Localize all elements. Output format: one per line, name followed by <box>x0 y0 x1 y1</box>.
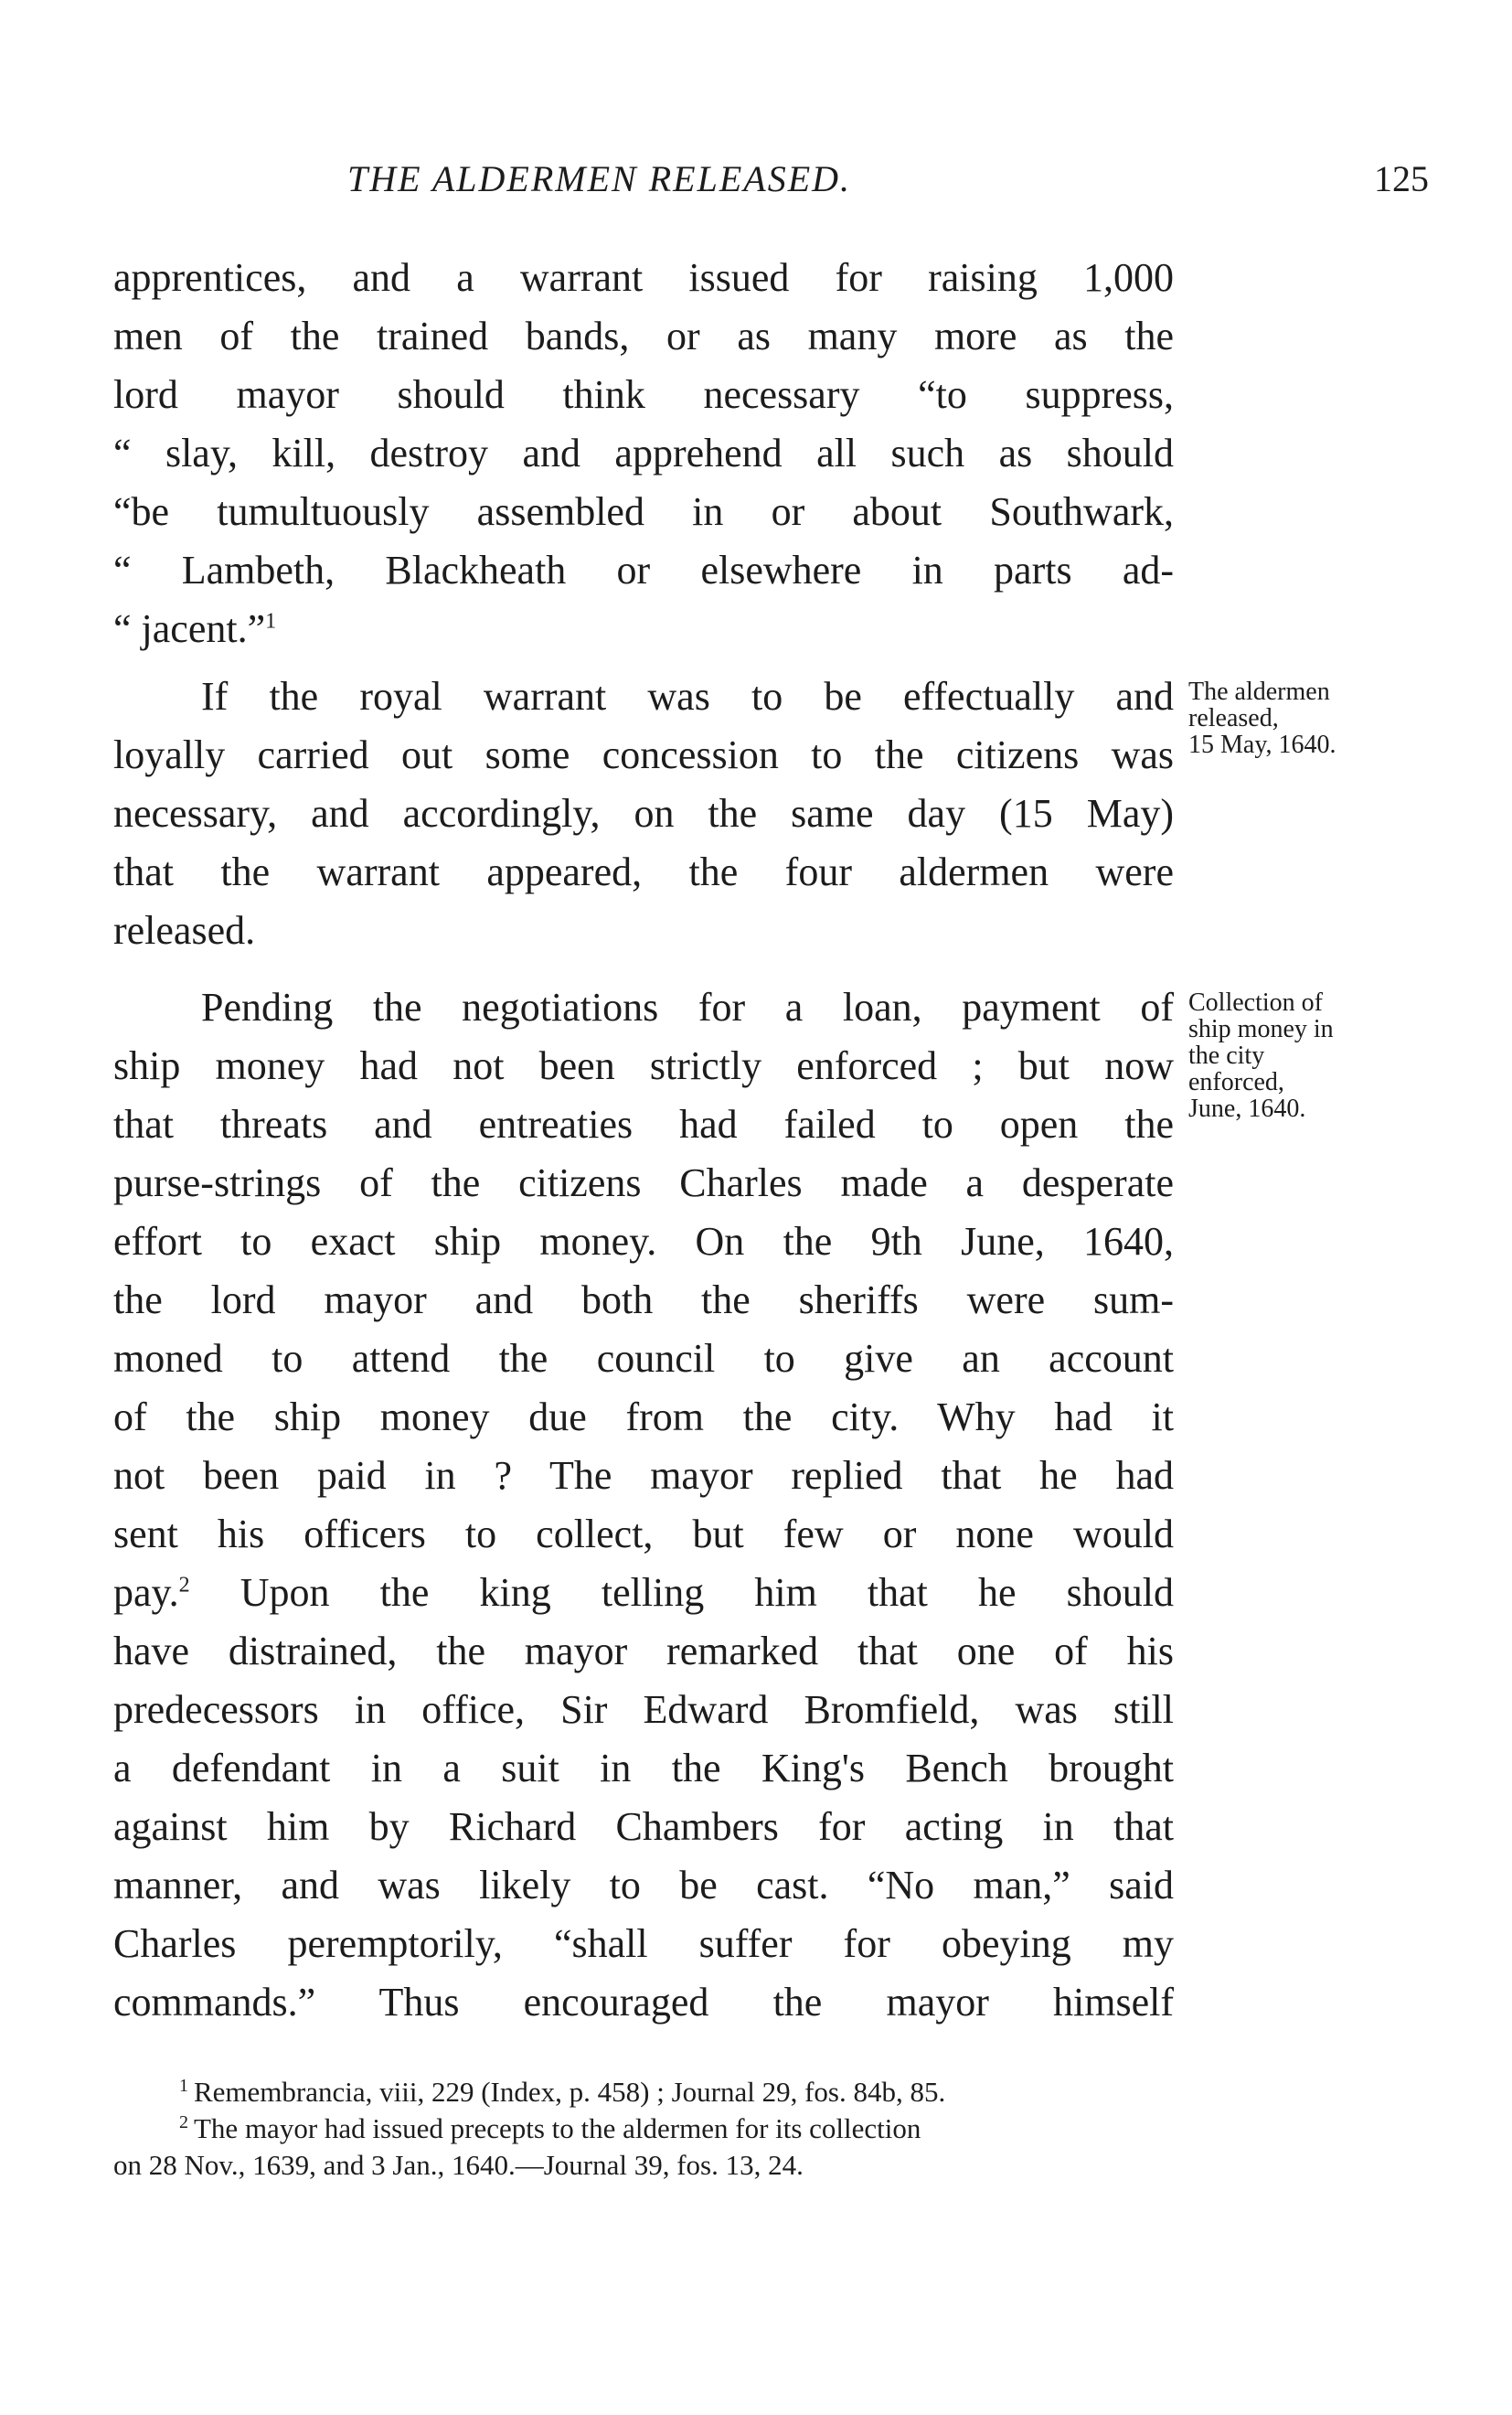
text-line: necessary, and accordingly, on the same day (15 May) <box>113 791 1174 836</box>
footnote-mark: 2 <box>179 2111 188 2132</box>
footnote-2-continuation: on 28 Nov., 1639, and 3 Jan., 1640.—Journal 39, fos. 13, 24. <box>113 2149 804 2181</box>
text-line: commands.” Thus encouraged the mayor himself <box>113 1980 1174 2025</box>
text-fragment: Upon the king telling him that he should <box>189 1570 1174 1615</box>
marginal-note-line: 15 May, 1640. <box>1188 731 1336 759</box>
text-line: manner, and was likely to be cast. “No man,” said <box>113 1863 1174 1907</box>
marginal-note-line: June, 1640. <box>1188 1095 1306 1123</box>
text-fragment: “ jacent.” <box>113 606 266 651</box>
text-line: Charles peremptorily, “shall suffer for obeying my <box>113 1921 1174 1966</box>
text-line: effort to exact ship money. On the 9th June, 1640, <box>113 1219 1174 1264</box>
marginal-note-line: ship money in <box>1188 1015 1334 1043</box>
text-line: moned to attend the council to give an account <box>113 1336 1174 1381</box>
paragraph-2 <box>113 668 1174 960</box>
footnote-text: Remembrancia, viii, 229 (Index, p. 458) ; Journal 29, fos. 84b, 85. <box>194 2076 946 2108</box>
page-number: 125 <box>1374 158 1429 199</box>
footnote-1 <box>113 2074 1174 2110</box>
paragraph-3 <box>113 978 1174 2032</box>
text-line-last: released. <box>113 908 256 953</box>
text-line: Pending the negotiations for a loan, payment of <box>201 985 1174 1030</box>
text-line: of the ship money due from the city. Why had it <box>113 1395 1174 1439</box>
footnote-ref-2: 2 <box>178 1573 190 1598</box>
text-line-last <box>113 600 1174 658</box>
text-line: have distrained, the mayor remarked that one of his <box>113 1629 1174 1673</box>
text-line: ship money had not been strictly enforced ; but now <box>113 1043 1174 1088</box>
marginal-note-line: released, <box>1188 704 1279 732</box>
marginal-note-line: enforced, <box>1188 1068 1284 1096</box>
text-line: against him by Richard Chambers for acting in that <box>113 1804 1174 1849</box>
text-line: that the warrant appeared, the four aldermen were <box>113 850 1174 894</box>
text-line: “be tumultuously assembled in or about Southwark, <box>113 489 1174 534</box>
text-line: the lord mayor and both the sheriffs were sum- <box>113 1277 1174 1322</box>
text-line-with-ref <box>113 1564 1174 1622</box>
footnote-ref-1: 1 <box>265 609 277 634</box>
text-line: “ slay, kill, destroy and apprehend all such as should <box>113 431 1174 476</box>
paragraph-1 <box>113 249 1174 658</box>
text-line: not been paid in ? The mayor replied that he had <box>113 1453 1174 1498</box>
text-fragment: pay. <box>113 1570 179 1615</box>
text-line: a defendant in a suit in the King's Bench brought <box>113 1746 1174 1790</box>
text-line: lord mayor should think necessary “to suppress, <box>113 372 1174 417</box>
footnote-2 <box>113 2110 1174 2147</box>
footnote-text: The mayor had issued precepts to the aldermen for its collection <box>194 2112 921 2144</box>
marginal-note-ship-money <box>1188 989 1463 1122</box>
text-line: purse-strings of the citizens Charles made a desperate <box>113 1160 1174 1205</box>
footnotes <box>113 2074 1174 2184</box>
text-line: loyally carried out some concession to the citizens was <box>113 732 1174 777</box>
marginal-note-aldermen-released <box>1188 679 1463 758</box>
running-title: THE ALDERMEN RELEASED. <box>347 158 852 199</box>
text-line: apprentices, and a warrant issued for raising 1,000 <box>113 255 1174 300</box>
text-line: that threats and entreaties had failed to open the <box>113 1102 1174 1147</box>
marginal-note-line: Collection of <box>1188 988 1323 1017</box>
marginal-note-line: The aldermen <box>1188 678 1330 706</box>
text-line: predecessors in office, Sir Edward Bromfield, was still <box>113 1687 1174 1732</box>
text-line: “ Lambeth, Blackheath or elsewhere in parts ad- <box>113 548 1174 593</box>
marginal-note-line: the city <box>1188 1042 1265 1070</box>
text-line: men of the trained bands, or as many more as the <box>113 314 1174 358</box>
footnote-mark: 1 <box>179 2075 188 2096</box>
text-line: sent his officers to collect, but few or none would <box>113 1512 1174 1556</box>
text-line: If the royal warrant was to be effectually and <box>201 674 1174 719</box>
